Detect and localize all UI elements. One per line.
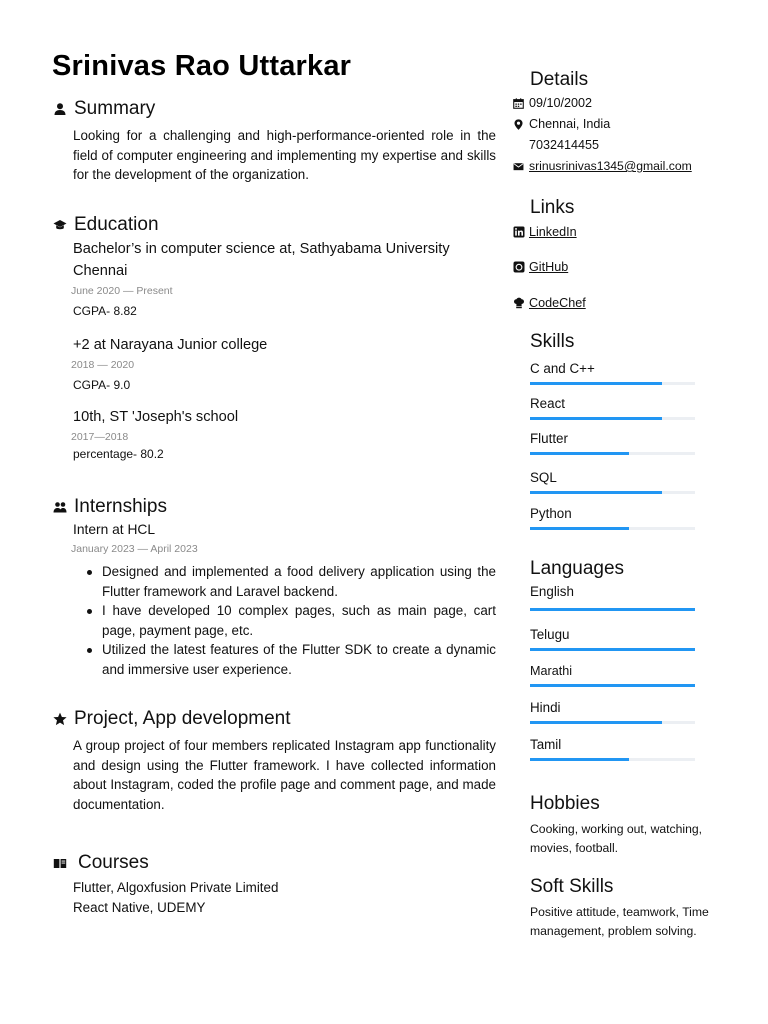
linkedin-link[interactable]: LinkedIn xyxy=(529,225,577,239)
education-entry xyxy=(52,238,496,318)
list-item: Flutter, Algoxfusion Private Limited xyxy=(73,880,279,895)
skill-level-bar xyxy=(530,491,695,494)
skills-title: Skills xyxy=(530,331,575,352)
education-entry-detail: CGPA- 9.0 xyxy=(73,378,131,392)
calendar-icon xyxy=(512,97,525,110)
book-icon xyxy=(52,855,68,871)
skill-item xyxy=(512,505,727,540)
skill-level-fill xyxy=(530,417,662,420)
language-level-fill xyxy=(530,684,695,687)
dob-value: 09/10/2002 xyxy=(529,96,593,110)
phone-value: 7032414455 xyxy=(529,138,600,152)
details-section xyxy=(512,68,727,176)
location-value: Chennai, India xyxy=(529,117,611,131)
github-row xyxy=(512,257,727,277)
hobbies-text: Cooking, working out, watching, movies, football. xyxy=(530,822,703,855)
skill-level-fill xyxy=(530,382,662,385)
language-name: Telugu xyxy=(530,627,570,642)
person-icon xyxy=(52,101,68,117)
skills-section xyxy=(512,330,727,540)
language-level-bar xyxy=(530,721,695,724)
skill-item xyxy=(512,360,727,395)
language-name: Hindi xyxy=(530,700,561,715)
courses-title: Courses xyxy=(78,852,149,873)
education-title: Education xyxy=(74,214,159,235)
language-item xyxy=(512,626,727,662)
language-level-fill xyxy=(530,721,662,724)
language-level-bar xyxy=(530,684,695,687)
education-entry xyxy=(52,334,496,392)
courses-section xyxy=(52,850,496,918)
languages-title: Languages xyxy=(530,558,625,579)
skill-item xyxy=(512,469,727,505)
skill-name: C and C++ xyxy=(530,361,595,376)
dob-row xyxy=(512,93,727,113)
github-icon xyxy=(512,260,526,274)
language-item xyxy=(512,699,727,736)
codechef-row xyxy=(512,293,727,313)
education-entry-detail: percentage- 80.2 xyxy=(73,447,164,461)
education-entry xyxy=(52,406,496,461)
internships-section xyxy=(52,494,496,680)
education-entry-detail: CGPA- 8.82 xyxy=(73,304,137,318)
education-entry-title: 10th, ST 'Joseph's school xyxy=(73,409,239,425)
language-name: Tamil xyxy=(530,737,562,752)
language-level-fill xyxy=(530,758,629,761)
summary-title: Summary xyxy=(74,98,156,119)
language-level-bar xyxy=(530,608,695,611)
project-title: Project, App development xyxy=(74,708,291,729)
links-section xyxy=(512,196,727,313)
skill-level-bar xyxy=(530,452,695,455)
education-section xyxy=(52,212,496,461)
language-level-bar xyxy=(530,758,695,761)
skill-name: React xyxy=(530,396,565,411)
envelope-icon xyxy=(512,160,525,173)
skill-name: Python xyxy=(530,506,572,521)
language-item xyxy=(512,583,727,626)
email-link[interactable]: srinusrinivas1345@gmail.com xyxy=(529,159,692,173)
list-item: Utilized the latest features of the Flutter SDK to create a dynamic and immersive user experience. xyxy=(84,640,496,679)
education-entry-title: +2 at Narayana Junior college xyxy=(73,337,268,353)
skill-level-fill xyxy=(530,527,629,530)
phone-icon xyxy=(512,139,525,152)
languages-section xyxy=(512,557,727,771)
github-link[interactable]: GitHub xyxy=(529,260,569,274)
summary-section xyxy=(52,96,496,185)
linkedin-icon xyxy=(512,225,526,239)
details-title: Details xyxy=(530,69,589,90)
codechef-link[interactable]: CodeChef xyxy=(529,296,586,310)
internship-role: Intern at HCL xyxy=(73,522,156,537)
list-item: Designed and implemented a food delivery application using the Flutter framework and Laravel backend. xyxy=(84,562,496,601)
chef-hat-icon xyxy=(512,296,526,310)
internships-title: Internships xyxy=(74,496,167,517)
skill-level-bar xyxy=(530,382,695,385)
languages-list xyxy=(512,583,727,771)
language-item xyxy=(512,736,727,771)
list-item: I have developed 10 complex pages, such as main page, cart page, payment page, etc. xyxy=(84,601,496,640)
hobbies-section xyxy=(512,792,727,857)
skill-name: Flutter xyxy=(530,431,568,446)
education-entry-date: June 2020 — Present xyxy=(71,285,173,297)
links-title: Links xyxy=(530,197,575,218)
skill-item xyxy=(512,430,727,469)
language-level-fill xyxy=(530,608,695,611)
skill-level-bar xyxy=(530,417,695,420)
project-text: A group project of four members replicated Instagram app functionality and design using the Flutter framework. I have collected information about Instagram, coded the profile page and comment page, and made documentation. xyxy=(73,738,496,812)
graduation-cap-icon xyxy=(52,217,68,233)
education-entry-title: Bachelor’s in computer science at, Sathyabama University Chennai xyxy=(73,241,450,279)
soft-skills-section xyxy=(512,875,727,940)
internship-bullets xyxy=(52,562,496,680)
summary-text: Looking for a challenging and high-performance-oriented role in the field of computer engineering and implementing my expertise and skills for the development of the organization. xyxy=(73,128,496,183)
skill-level-fill xyxy=(530,452,629,455)
soft-skills-title: Soft Skills xyxy=(530,876,614,897)
language-name: English xyxy=(530,584,574,599)
language-level-bar xyxy=(530,648,695,651)
hobbies-title: Hobbies xyxy=(530,793,600,814)
skill-name: SQL xyxy=(530,470,557,485)
education-entry-date: 2018 — 2020 xyxy=(71,359,135,371)
email-row xyxy=(512,156,727,176)
language-item xyxy=(512,662,727,699)
people-icon xyxy=(52,499,68,515)
map-pin-icon xyxy=(512,118,525,131)
project-section xyxy=(52,706,496,814)
skill-item xyxy=(512,395,727,430)
candidate-name: Srinivas Rao Uttarkar xyxy=(52,50,352,82)
skills-list xyxy=(512,360,727,540)
soft-skills-text: Positive attitude, teamwork, Time management, problem solving. xyxy=(530,905,709,938)
language-level-fill xyxy=(530,648,695,651)
location-row xyxy=(512,114,727,134)
language-name: Marathi xyxy=(530,664,572,678)
star-icon xyxy=(52,711,68,727)
list-item: React Native, UDEMY xyxy=(73,900,206,915)
skill-level-fill xyxy=(530,491,662,494)
linkedin-row xyxy=(512,222,727,242)
internship-date: January 2023 — April 2023 xyxy=(71,543,198,555)
skill-level-bar xyxy=(530,527,695,530)
phone-row xyxy=(512,135,727,155)
education-entry-date: 2017—2018 xyxy=(71,431,129,443)
